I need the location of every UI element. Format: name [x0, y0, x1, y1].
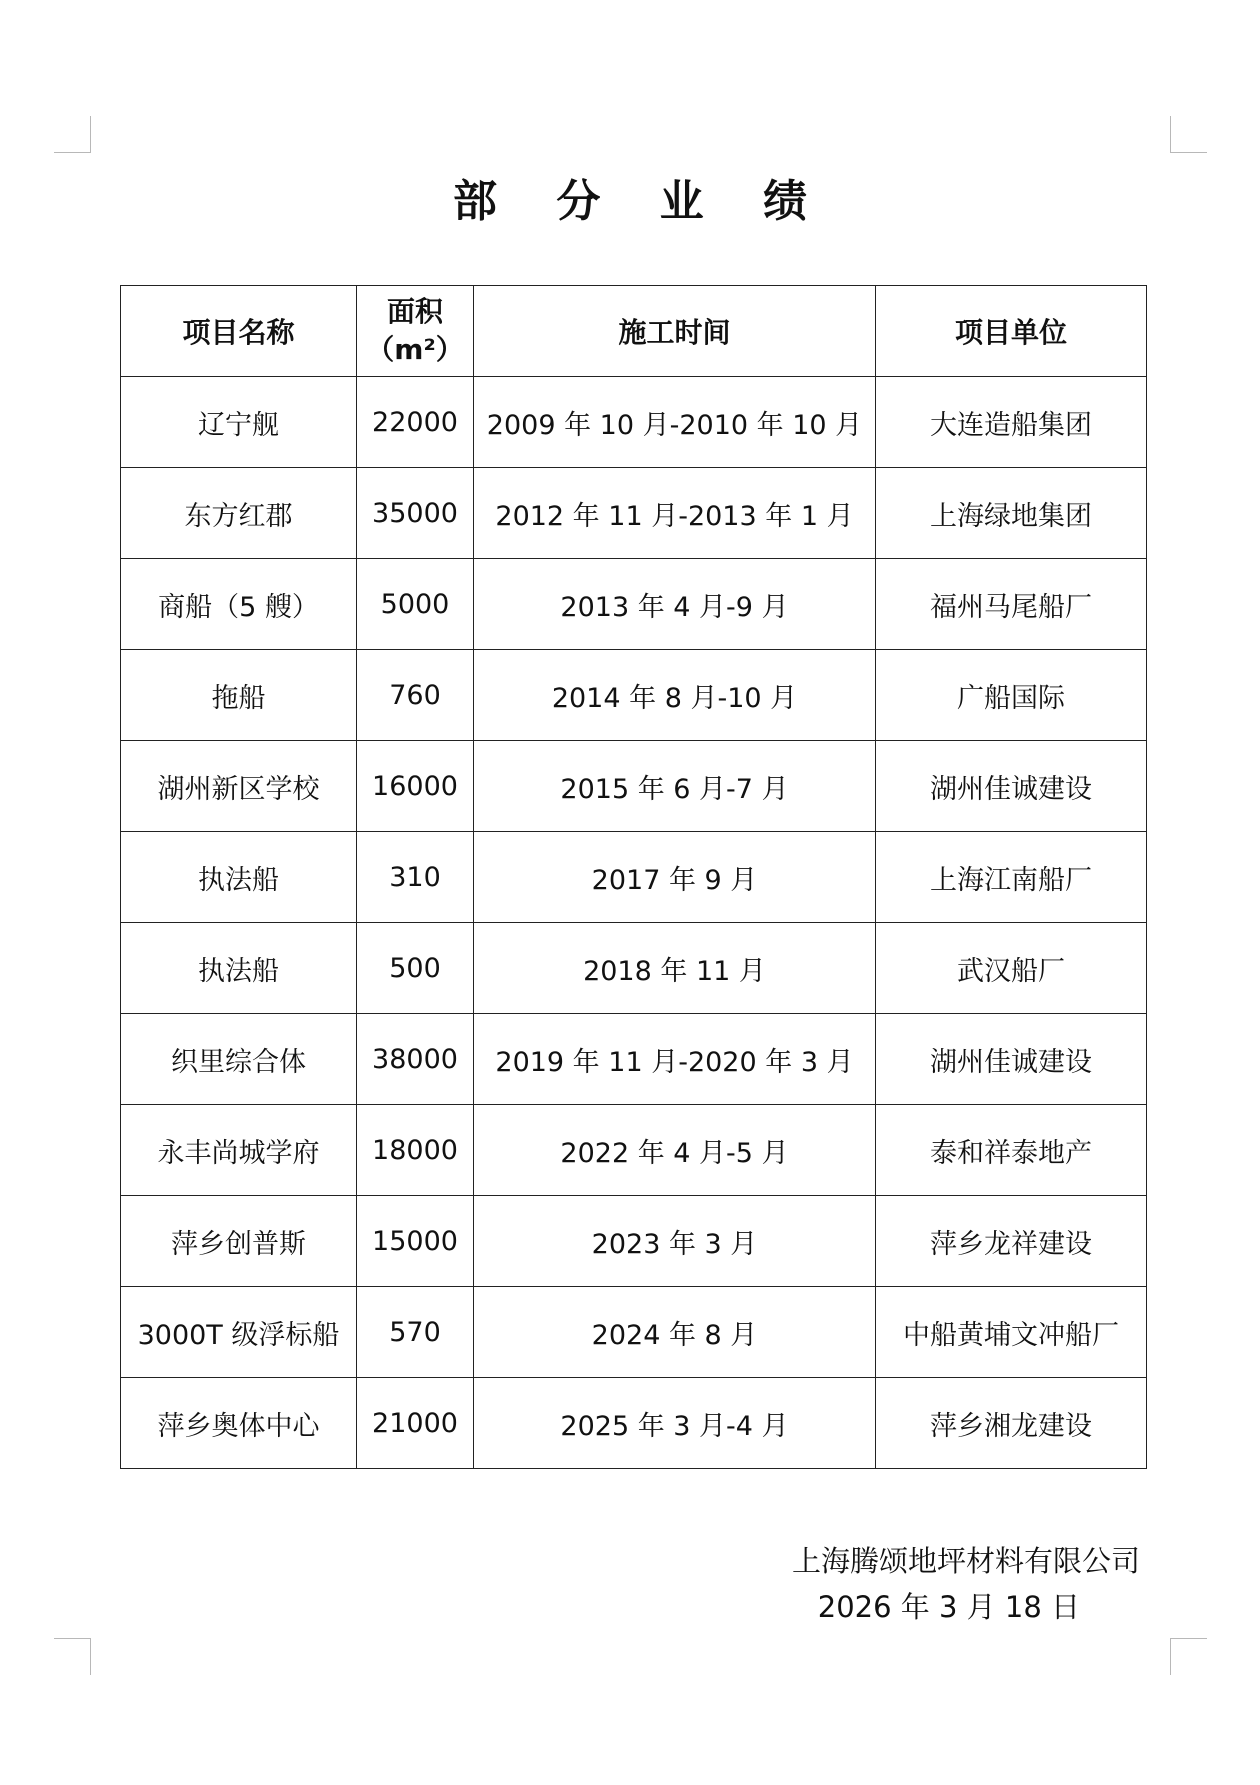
- cell-unit: 湖州佳诚建设: [876, 1014, 1147, 1105]
- cell-project-name: 萍乡创普斯: [121, 1196, 357, 1287]
- cell-time: 2022 年 4 月-5 月: [474, 1105, 876, 1196]
- cell-project-name: 执法船: [121, 923, 357, 1014]
- company-name: 上海腾颂地坪材料有限公司: [791, 1544, 1140, 1578]
- cell-unit: 大连造船集团: [876, 377, 1147, 468]
- cell-project-name: 织里综合体: [121, 1014, 357, 1105]
- cell-unit: 广船国际: [876, 650, 1147, 741]
- cell-project-name: 东方红郡: [121, 468, 357, 559]
- cell-project-name: 拖船: [121, 650, 357, 741]
- cell-area: 500: [357, 923, 474, 1014]
- cell-area: 15000: [357, 1196, 474, 1287]
- cell-time: 2017 年 9 月: [474, 832, 876, 923]
- cell-unit: 上海江南船厂: [876, 832, 1147, 923]
- cell-project-name: 萍乡奥体中心: [121, 1378, 357, 1469]
- table-header-row: [121, 286, 1147, 377]
- cell-project-name: 永丰尚城学府: [121, 1105, 357, 1196]
- cell-project-name: 湖州新区学校: [121, 741, 357, 832]
- crop-mark-bottom-right: [1170, 1638, 1207, 1675]
- crop-mark-bottom-left: [54, 1638, 91, 1675]
- cell-area: 22000: [357, 377, 474, 468]
- cell-time: 2023 年 3 月: [474, 1196, 876, 1287]
- cell-project-name: 商船（5 艘）: [121, 559, 357, 650]
- cell-unit: 武汉船厂: [876, 923, 1147, 1014]
- header-construction-time: 施工时间: [474, 286, 876, 377]
- cell-unit: 福州马尾船厂: [876, 559, 1147, 650]
- cell-time: 2014 年 8 月-10 月: [474, 650, 876, 741]
- cell-unit: 上海绿地集团: [876, 468, 1147, 559]
- cell-unit: 萍乡湘龙建设: [876, 1378, 1147, 1469]
- crop-mark-top-left: [54, 116, 91, 153]
- table-row: [121, 1105, 1147, 1196]
- table-row: [121, 832, 1147, 923]
- table-row: [121, 1287, 1147, 1378]
- performance-table: [120, 285, 1147, 1469]
- table-row: [121, 650, 1147, 741]
- table-row: [121, 468, 1147, 559]
- page-title: 部 分 业 绩: [453, 176, 829, 227]
- header-area: [357, 286, 474, 377]
- cell-area: 5000: [357, 559, 474, 650]
- signature-block: [760, 1538, 1140, 1630]
- cell-time: 2009 年 10 月-2010 年 10 月: [474, 377, 876, 468]
- table-row: [121, 1196, 1147, 1287]
- cell-area: 16000: [357, 741, 474, 832]
- cell-time: 2024 年 8 月: [474, 1287, 876, 1378]
- crop-mark-top-right: [1170, 116, 1207, 153]
- table-row: [121, 1378, 1147, 1469]
- cell-time: 2013 年 4 月-9 月: [474, 559, 876, 650]
- cell-time: 2018 年 11 月: [474, 923, 876, 1014]
- cell-project-name: 辽宁舰: [121, 377, 357, 468]
- document-date: 2026 年 3 月 18 日: [817, 1590, 1080, 1624]
- cell-time: 2025 年 3 月-4 月: [474, 1378, 876, 1469]
- cell-time: 2012 年 11 月-2013 年 1 月: [474, 468, 876, 559]
- header-area-label: 面积: [386, 295, 443, 328]
- cell-area: 310: [357, 832, 474, 923]
- header-project-name: 项目名称: [121, 286, 357, 377]
- header-project-unit: 项目单位: [876, 286, 1147, 377]
- cell-unit: 萍乡龙祥建设: [876, 1196, 1147, 1287]
- cell-area: 21000: [357, 1378, 474, 1469]
- cell-project-name: 执法船: [121, 832, 357, 923]
- cell-project-name: 3000T 级浮标船: [121, 1287, 357, 1378]
- table-row: [121, 377, 1147, 468]
- table-row: [121, 923, 1147, 1014]
- cell-unit: 中船黄埔文冲船厂: [876, 1287, 1147, 1378]
- cell-unit: 湖州佳诚建设: [876, 741, 1147, 832]
- cell-time: 2019 年 11 月-2020 年 3 月: [474, 1014, 876, 1105]
- table-row: [121, 741, 1147, 832]
- cell-area: 570: [357, 1287, 474, 1378]
- cell-unit: 泰和祥泰地产: [876, 1105, 1147, 1196]
- cell-area: 18000: [357, 1105, 474, 1196]
- cell-area: 38000: [357, 1014, 474, 1105]
- header-area-unit: （m²）: [366, 333, 464, 366]
- cell-time: 2015 年 6 月-7 月: [474, 741, 876, 832]
- table-row: [121, 1014, 1147, 1105]
- cell-area: 760: [357, 650, 474, 741]
- cell-area: 35000: [357, 468, 474, 559]
- table-row: [121, 559, 1147, 650]
